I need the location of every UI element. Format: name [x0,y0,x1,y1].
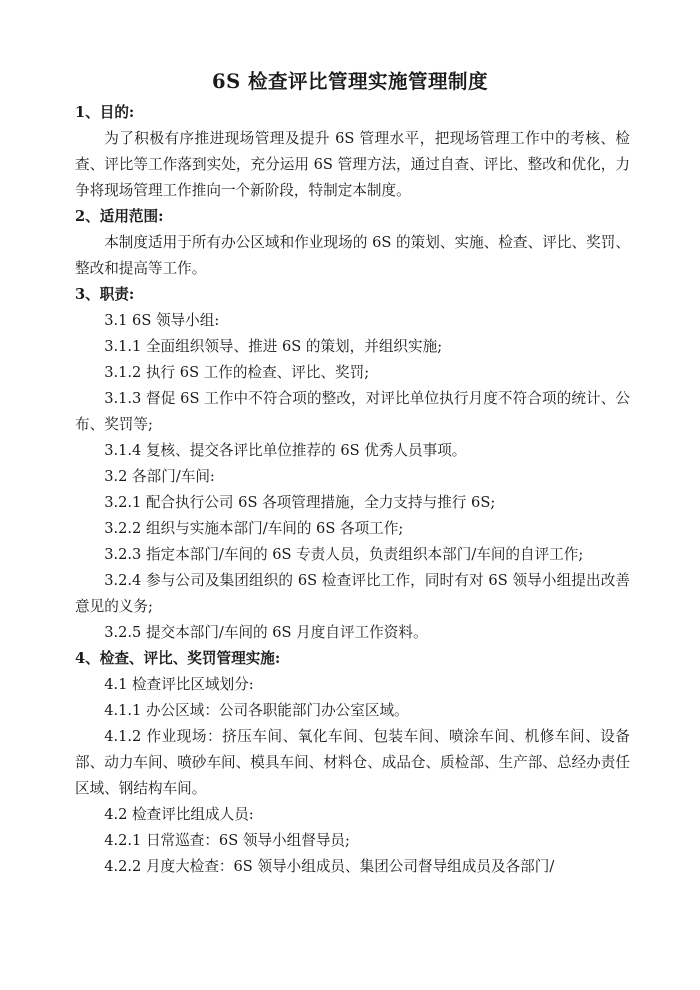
list-item: 4.1 检查评比区域划分: [104,676,254,693]
document-title: 6S 检查评比管理实施管理制度 [212,70,488,93]
section-heading: 4、检查、评比、奖罚管理实施: [75,650,281,667]
list-item: 4.1.2 作业现场：挤压车间、氧化车间、包装车间、喷涂车间、机修车间、设备部、动力车间、喷砂车间、模具车间、材料仓、成品仓、质检部、生产部、总经办责任区域、钢结构车间。 [75,728,630,797]
list-item: 3.2.3 指定本部门/车间的 6S 专责人员，负责组织本部门/车间的自评工作; [104,546,584,563]
section-heading: 3、职责: [75,286,135,303]
section-paragraph: 为了积极有序推进现场管理及提升 6S 管理水平，把现场管理工作中的考核、检查、评比等工作落到实处，充分运用 6S 管理方法，通过自查、评比、整改和优化，力争将现场管理工作推向一个新阶段，特制定本制度。 [75,130,630,199]
section-heading: 2、适用范围: [75,208,164,225]
list-item: 3.1 6S 领导小组: [104,312,220,329]
list-item: 3.2.2 组织与实施本部门/车间的 6S 各项工作; [104,520,404,537]
list-item: 3.1.2 执行 6S 工作的检查、评比、奖罚; [104,364,370,381]
list-item: 3.1.1 全面组织领导、推进 6S 的策划，并组织实施; [104,338,443,355]
section-paragraph: 本制度适用于所有办公区域和作业现场的 6S 的策划、实施、检查、评比、奖罚、整改和提高等工作。 [75,234,630,277]
list-item: 3.2 各部门/车间: [104,468,215,485]
list-item: 4.2.1 日常巡查：6S 领导小组督导员; [104,832,350,849]
list-item: 3.1.3 督促 6S 工作中不符合项的整改，对评比单位执行月度不符合项的统计、公布、奖罚等; [75,390,630,433]
list-item: 4.2.2 月度大检查：6S 领导小组成员、集团公司督导组成员及各部门/ [104,858,555,875]
list-item: 3.1.4 复核、提交各评比单位推荐的 6S 优秀人员事项。 [104,442,467,459]
list-item: 3.2.4 参与公司及集团组织的 6S 检查评比工作，同时有对 6S 领导小组提出改善意见的义务; [75,572,630,615]
list-item: 3.2.5 提交本部门/车间的 6S 月度自评工作资料。 [104,624,428,641]
section-heading: 1、目的: [75,104,135,121]
list-item: 4.1.1 办公区域：公司各职能部门办公室区域。 [104,702,409,719]
document-body [75,100,630,880]
list-item: 4.2 检查评比组成人员: [104,806,254,823]
list-item: 3.2.1 配合执行公司 6S 各项管理措施，全力支持与推行 6S; [104,494,496,511]
